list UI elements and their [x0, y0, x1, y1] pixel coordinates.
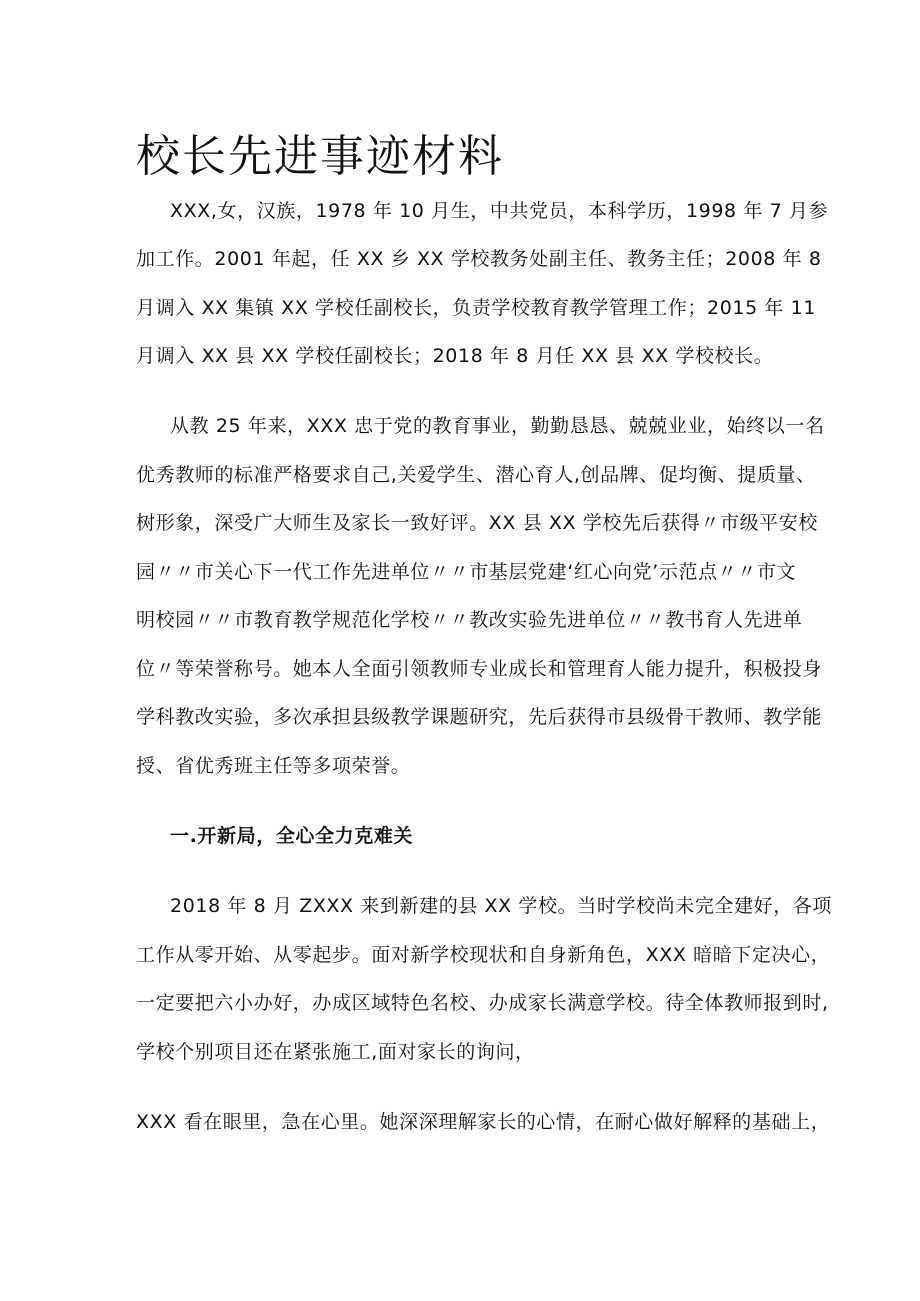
paragraph-line: 授、省优秀班主任等多项荣誉。 [136, 755, 411, 777]
paragraph-line: 园〃〃市关心下一代工作先进单位〃〃市基层党建‘红心向党’示范点〃〃市文 [136, 561, 797, 583]
section-heading: 一.开新局，全心全力克难关 [170, 825, 414, 847]
paragraph-line: 学科教改实验，多次承担县级教学课题研究，先后获得市县级骨干教师、教学能 [136, 706, 823, 728]
paragraph-line: 位〃等荣誉称号。她本人全面引领教师专业成长和管理育人能力提升，积极投身 [136, 658, 823, 680]
paragraph-line: 明校园〃〃市教育教学规范化学校〃〃教改实验先进单位〃〃教书育人先进单 [136, 609, 803, 631]
paragraph-line: 工作从零开始、从零起步。面对新学校现状和自身新角色，XXX 暗暗下定决心， [136, 944, 831, 966]
paragraph-line: 2018 年 8 月 ZXXX 来到新建的县 XX 学校。当时学校尚未完全建好，各项 [170, 895, 833, 917]
paragraph-line: 月调入 XX 集镇 XX 学校任副校长，负责学校教育教学管理工作；2015 年 11 [136, 297, 817, 319]
paragraph-line: 月调入 XX 县 XX 学校任副校长；2018 年 8 月任 XX 县 XX 学校校长。 [136, 345, 774, 367]
paragraph-line: 树形象，深受广大师生及家长一致好评。XX 县 XX 学校先后获得〃市级平安校 [136, 512, 818, 534]
paragraph-line: 学校个别项目还在紧张施工,面对家长的询问， [136, 1041, 535, 1063]
paragraph-line: 加工作。2001 年起，任 XX 乡 XX 学校教务处副主任、教务主任；2008 年 8 [136, 248, 822, 270]
document-title: 校长先进事迹材料 [136, 131, 504, 182]
paragraph-line: 一定要把六小办好，办成区域特色名校、办成家长满意学校。待全体教师报到时, [136, 992, 829, 1014]
paragraph-line: XXX,女，汉族，1978 年 10 月生，中共党员，本科学历，1998 年 7 月参 [170, 200, 829, 222]
paragraph-line: 从教 25 年来，XXX 忠于党的教育事业，勤勤恳恳、兢兢业业，始终以一名 [170, 415, 825, 437]
paragraph-line: XXX 看在眼里，急在心里。她深深理解家长的心情，在耐心做好解释的基础上， [136, 1111, 831, 1133]
paragraph-line: 优秀教师的标准严格要求自己,关爱学生、潜心育人,创品牌、促均衡、提质量、 [136, 464, 816, 486]
